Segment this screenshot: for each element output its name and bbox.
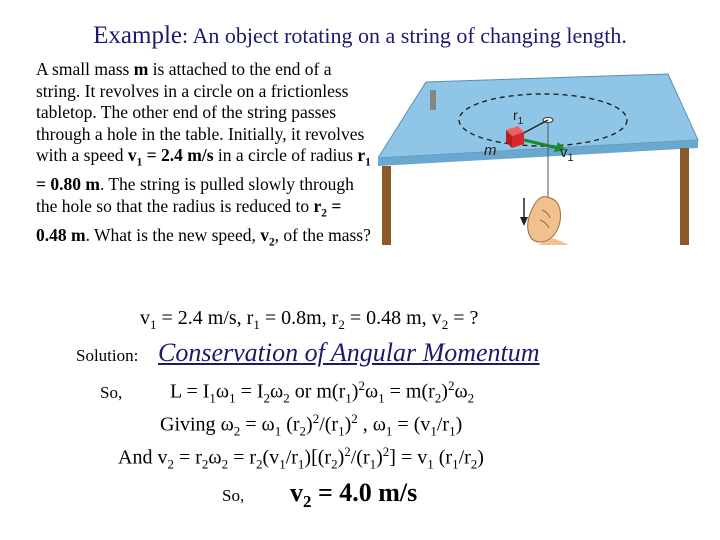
- table-leg: [680, 148, 689, 245]
- table-leg: [382, 166, 391, 245]
- given-values: $v_1 = 2.4$ m/s, $r_1 = 0.8m$, $r_2 = 0.48$ m, $v_2$ = ?: [140, 307, 479, 332]
- problem-v1: $v_1 = 2.4$ m/s: [127, 145, 214, 169]
- rotating-mass-diagram: [378, 60, 700, 245]
- problem-statement: [36, 59, 376, 254]
- problem-r2: $r_2 = 0.48$ m: [36, 195, 342, 245]
- equation-v2: And $v_2 = r_2\omega_2 = r_2(v_1/r_1)[(r_2)^2/(r_1)^2] = v_1$ $(r_1/r_2)$: [118, 444, 484, 472]
- solution-title: Conservation of Angular Momentum: [158, 338, 540, 367]
- label-r1: $r_1$: [513, 107, 524, 127]
- problem-r1: $r_1 = 0.80$ m: [36, 145, 371, 194]
- pull-arrowhead: [520, 217, 528, 226]
- problem-text: A small mass: [36, 59, 134, 79]
- label-m: m: [484, 142, 497, 159]
- table-leg: [430, 90, 436, 110]
- title-label: Example: [93, 22, 183, 49]
- title-colon: :: [182, 23, 189, 48]
- solution-label: Solution:: [76, 346, 139, 365]
- problem-text: . The string is pulled slowly through the hole so that the radius is reduced to: [36, 174, 354, 216]
- title-text: An object rotating on a string of changing length.: [192, 23, 627, 48]
- mass-cube: [506, 126, 524, 148]
- slide-title: [0, 22, 720, 50]
- problem-mass-symbol: m: [133, 59, 149, 79]
- so-label: So,: [222, 486, 245, 505]
- label-v1: $v_1$: [560, 144, 574, 164]
- problem-text: . What is the new speed,: [85, 224, 261, 245]
- equation-omega2: Giving $\omega_2 = \omega_1$ $(r_2)^2/(r_1)^2$ , $\omega_1 = (v_1/r_1)$: [160, 411, 463, 439]
- equation-angular-momentum: $L = I_1\omega_1 = I_2\omega_2$ or $m(r_1)^2\omega_1 = m(r_2)^2\omega_2$: [170, 378, 475, 406]
- problem-text: is attached to the end of a string. It revolves in a circle on a frictionless tabletop. The other end of the string passes through a hole in the table. Initially, it revolves with a speed: [36, 59, 365, 165]
- problem-text: in a circle of radius: [213, 145, 358, 165]
- final-answer: $v_2 = 4.0$ m/s: [290, 478, 418, 512]
- problem-v2: $v_2$: [260, 224, 275, 248]
- problem-text: , of the mass?: [274, 224, 371, 245]
- hand-icon: [528, 197, 569, 245]
- so-label: So,: [100, 383, 123, 402]
